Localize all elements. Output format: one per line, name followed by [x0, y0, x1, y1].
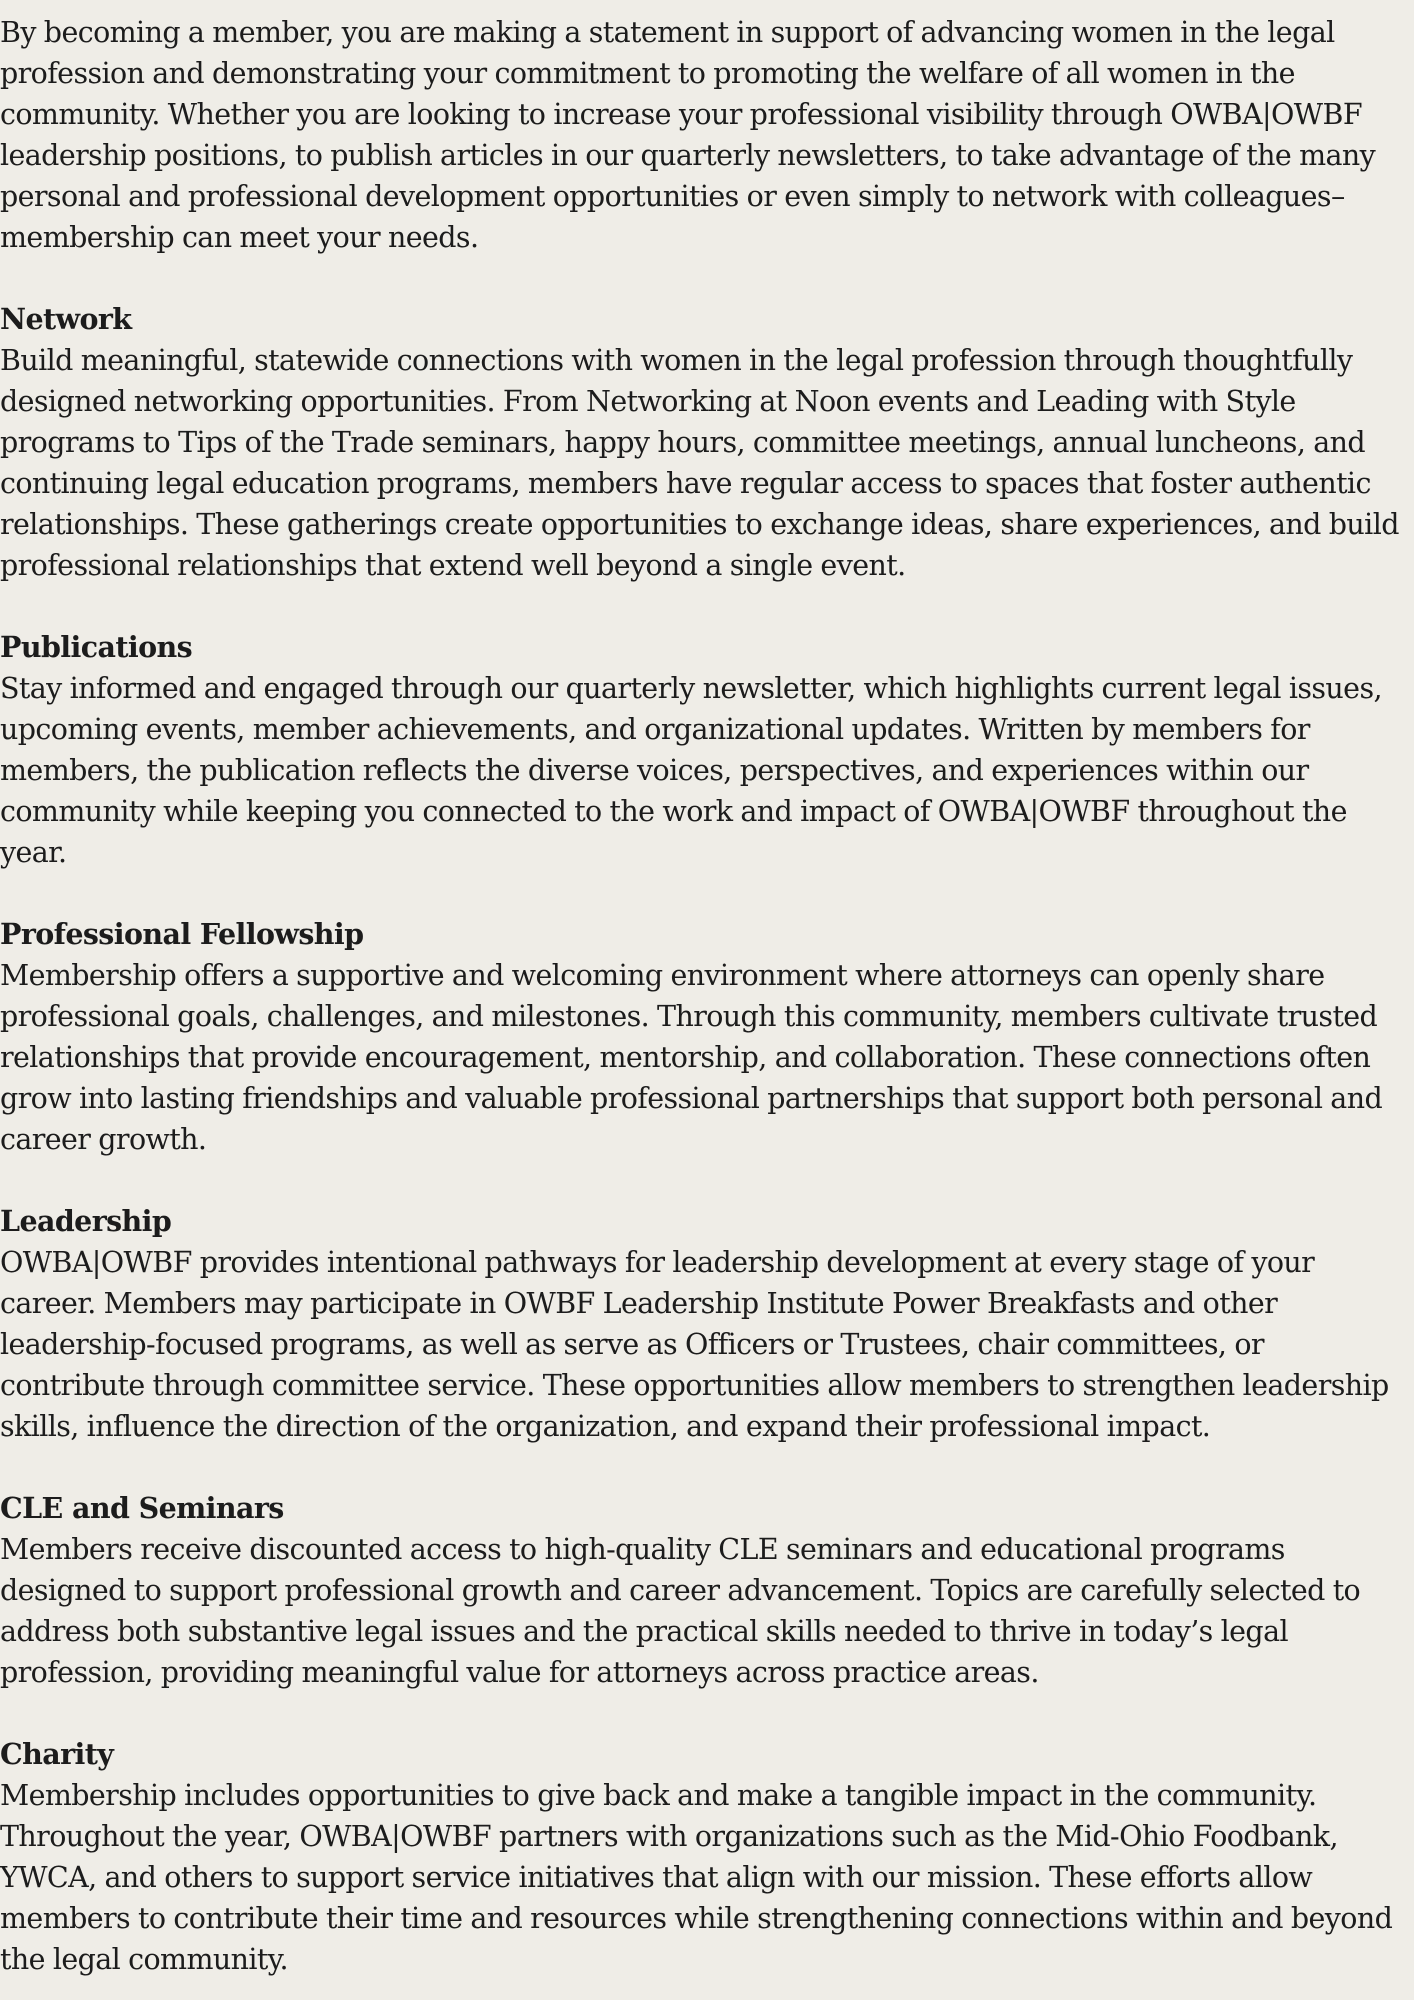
section-leadership [0, 1201, 1414, 1447]
section-body-publications: Stay informed and engaged through our quarterly newsletter, which highlights current legal issues, upcoming events, member achievements, and organizational updates. Written by members for members, the publication reflects the diverse voices, perspectives, and experiences within our community while keeping you connected to the work and impact of OWBA|OWBF throughout the year. [0, 672, 1382, 869]
section-body-charity: Membership includes opportunities to give back and make a tangible impact in the community. Throughout the year, OWBA|OWBF partners with organizations such as the Mid-Ohio Foodbank, YWCA, and others to support service initiatives that align with our mission. These efforts allow members to contribute their time and resources while strengthening connections within and beyond the legal community. [0, 1779, 1393, 1976]
section-title-publications: Publications [0, 630, 193, 664]
intro-paragraph: By becoming a member, you are making a statement in support of advancing women in the legal profession and demonstrating your commitment to promoting the welfare of all women in the community. Whether you are looking to increase your professional visibility through OWBA|OWBF leadership positions, to publish articles in our quarterly newsletters, to take advantage of the many personal and professional development opportunities or even simply to network with colleagues– membership can meet your needs. [0, 16, 1376, 254]
section-title-charity: Charity [0, 1737, 114, 1771]
section-cle-and-seminars [0, 1488, 1414, 1693]
section-title-cle-and-seminars: CLE and Seminars [0, 1491, 284, 1525]
section-professional-fellowship [0, 914, 1414, 1160]
section-charity [0, 1734, 1414, 1980]
section-body-professional-fellowship: Membership offers a supportive and welcoming environment where attorneys can openly share professional goals, challenges, and milestones. Through this community, members cultivate trusted relationships that provide encouragement, mentorship, and collaboration. These connections often grow into lasting friendships and valuable professional partnerships that support both personal and career growth. [0, 959, 1383, 1156]
section-title-professional-fellowship: Professional Fellowship [0, 917, 364, 951]
section-network [0, 299, 1414, 586]
section-body-cle-and-seminars: Members receive discounted access to high-quality CLE seminars and educational programs designed to support professional growth and career advancement. Topics are carefully selected to address both substantive legal issues and the practical skills needed to thrive in today’s legal profession, providing meaningful value for attorneys across practice areas. [0, 1533, 1361, 1689]
section-body-leadership: OWBA|OWBF provides intentional pathways for leadership development at every stage of your career. Members may participate in OWBF Leadership Institute Power Breakfasts and other leadership-focused programs, as well as serve as Officers or Trustees, chair committees, or contribute through committee service. These opportunities allow members to strengthen leadership skills, influence the direction of the organization, and expand their professional impact. [0, 1246, 1389, 1443]
section-publications [0, 627, 1414, 873]
section-title-network: Network [0, 302, 132, 336]
section-title-leadership: Leadership [0, 1204, 172, 1238]
section-body-network: Build meaningful, statewide connections with women in the legal profession through thoughtfully designed networking opportunities. From Networking at Noon events and Leading with Style programs to Tips of the Trade seminars, happy hours, committee meetings, annual luncheons, and continuing legal education programs, members have regular access to spaces that foster authentic relationships. These gatherings create opportunities to exchange ideas, share experiences, and build professional relationships that extend well beyond a single event. [0, 344, 1399, 582]
